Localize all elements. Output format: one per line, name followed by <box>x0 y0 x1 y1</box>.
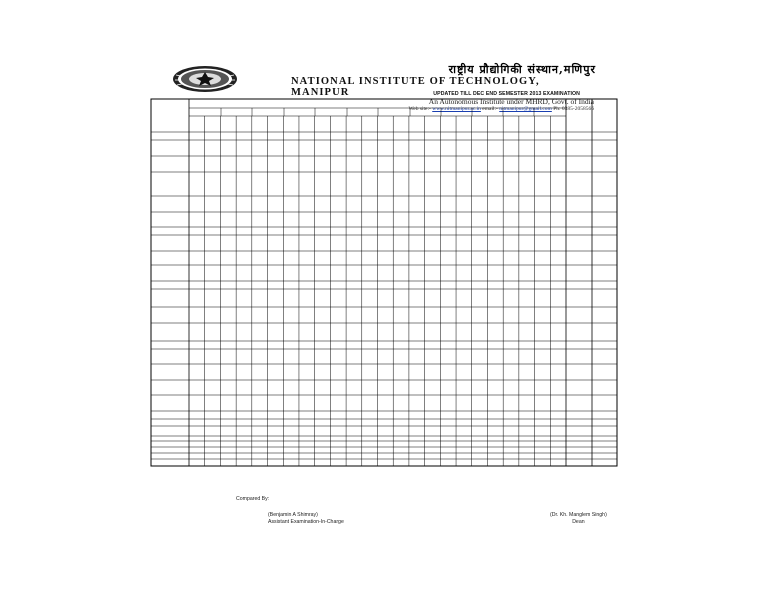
updated-note: UPDATED TILL DEC END SEMESTER 2013 EXAMINATION <box>433 91 580 97</box>
right-signatory-title: Dean <box>572 518 585 525</box>
right-signatory <box>550 512 607 525</box>
left-signatory-name: (Benjamin A Shimray) <box>268 512 318 518</box>
email-prefix: email:- <box>482 106 498 112</box>
web-prefix: Web site:- <box>408 106 431 112</box>
phone-number: Ph: 0385-2058566 <box>553 106 594 112</box>
website-link[interactable]: www.nitmanipur.ac.in <box>432 106 481 112</box>
institute-name: NATIONAL INSTITUTE OF TECHNOLOGY, MANIPUR <box>291 76 540 98</box>
left-signatory-title: Assistant Examination-In-Charge <box>268 518 344 525</box>
right-signatory-name: (Dr. Kh. Manglem Singh) <box>550 512 607 518</box>
email-link[interactable]: nitmanipur@gmail.com <box>499 106 552 112</box>
left-signatory <box>268 512 344 525</box>
autonomous-line: An Autonomous Institute under MHRD, Govt. of India <box>428 97 594 106</box>
compared-by-label: Compared By: <box>236 496 270 502</box>
hindi-name: राष्ट्रीय प्रौद्योगिकी संस्थान,मणिपुर <box>448 63 596 76</box>
